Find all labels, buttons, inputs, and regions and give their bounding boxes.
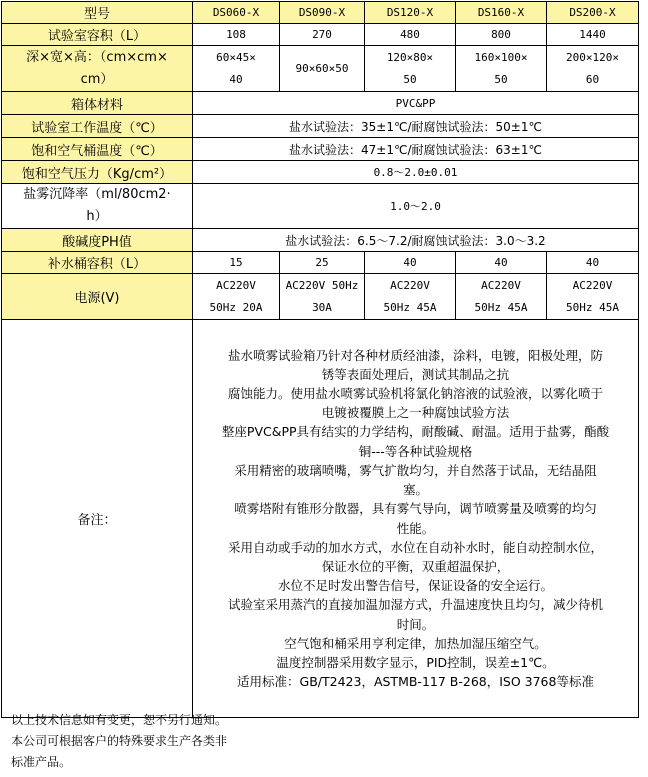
dimensions-value — [193, 46, 280, 92]
material-value: PVC&PP — [193, 92, 639, 115]
note-line: 温度控制器采用数字显示，PID控制，误差±1℃。 — [276, 654, 555, 670]
note-line: 锈等表面处理后，测试其制品之抗 — [321, 366, 510, 382]
dimensions-value-line: 50 — [494, 72, 508, 86]
chamber-temp-value: 盐水试验法：35±1℃/耐腐蚀试验法：50±1℃ — [193, 115, 639, 138]
dimensions-value — [280, 46, 365, 92]
saturator-temp-label: 饱和空气桶温度（℃） — [2, 138, 193, 161]
dimensions-value-line: 120×80× — [386, 50, 434, 64]
settling-rate-label-line: h） — [86, 209, 108, 224]
power-value-line: AC220V — [216, 278, 256, 292]
dimensions-value-line: 160×100× — [474, 50, 528, 64]
model-label: 型号 — [2, 2, 193, 24]
note-line: 整座PVC&PP具有结实的力学结构，耐酸碱、耐温。适用于盐雾，酯酸 — [221, 424, 610, 440]
power-value — [193, 274, 280, 320]
note-line: 适用标准：GB/T2423，ASTMB-117 B-268，ISO 3768等标准 — [237, 674, 594, 690]
note-line: 水位不足时发出警告信号，保证设备的安全运行。 — [277, 578, 553, 594]
power-value-line: AC220V — [481, 278, 521, 292]
note-line: 盐水喷雾试验箱乃针对各种材质经油漆，涂料，电镀，阳极处理，防 — [227, 347, 603, 363]
note-line: 塞。 — [402, 482, 428, 498]
dimensions-value-line: 60×45× — [216, 50, 256, 64]
spec-table — [1, 1, 639, 718]
footer-line: 标准产品。 — [11, 755, 72, 769]
power-value-line: 30A — [312, 300, 332, 314]
footer-notice — [11, 710, 227, 773]
volume-row — [2, 24, 639, 46]
note-line: 保证水位的平衡，双重超温保护， — [321, 558, 510, 574]
footer-line: 以上技术信息如有变更，恕不另行通知。 — [11, 713, 228, 727]
note-line: 性能。 — [396, 520, 435, 536]
air-pressure-label: 饱和空气压力（Kg/cm²） — [2, 161, 193, 184]
power-value-line: AC220V 50Hz — [285, 278, 359, 292]
power-value — [365, 274, 456, 320]
refill-tank-value: 40 — [456, 252, 547, 274]
air-pressure-row — [2, 161, 639, 184]
refill-tank-label: 补水桶容积（L） — [2, 252, 193, 274]
volume-value: 270 — [280, 24, 365, 46]
power-value-line: 50Hz 45A — [383, 300, 437, 314]
power-value-line: AC220V — [572, 278, 613, 292]
notes-content — [193, 320, 639, 718]
dimensions-value-line: 40 — [229, 72, 243, 86]
dimensions-row — [2, 46, 639, 92]
ph-label: 酸碱度PH值 — [2, 229, 193, 252]
note-line: 时间。 — [396, 616, 435, 632]
refill-tank-row — [2, 252, 639, 274]
dimensions-value — [547, 46, 639, 92]
refill-tank-value: 25 — [280, 252, 365, 274]
dimensions-value-line: 90×60×50 — [295, 62, 349, 75]
note-line: 铜---等各种试验规格 — [358, 443, 473, 459]
material-label: 箱体材料 — [2, 92, 193, 115]
material-row — [2, 92, 639, 115]
volume-value: 1440 — [547, 24, 639, 46]
volume-value: 108 — [193, 24, 280, 46]
power-value — [280, 274, 365, 320]
power-value-line: 50Hz 45A — [474, 300, 528, 314]
model-name: DS160-X — [456, 2, 547, 24]
power-value-line: AC220V — [390, 278, 430, 292]
power-value-line: 50Hz 45A — [566, 300, 619, 314]
refill-tank-value: 40 — [365, 252, 456, 274]
note-line: 采用精密的玻璃喷嘴，雾气扩散均匀，并自然落于试品，无结晶阻 — [234, 462, 597, 478]
note-line: 电镀被覆膜上之一种腐蚀试验方法 — [321, 405, 510, 421]
settling-rate-value: 1.0～2.0 — [193, 184, 639, 229]
dimensions-label-line: 深×宽×高：（cm×cm× — [26, 49, 168, 65]
power-label: 电源(V) — [2, 274, 193, 320]
power-row — [2, 274, 639, 320]
refill-tank-value: 15 — [193, 252, 280, 274]
volume-label: 试验室容积（L） — [2, 24, 193, 46]
model-name: DS200-X — [547, 2, 639, 24]
dimensions-label-line: cm） — [80, 71, 114, 87]
saturator-temp-value: 盐水试验法：47±1℃/耐腐蚀试验法：63±1℃ — [193, 138, 639, 161]
power-value-line: 50Hz 20A — [209, 300, 263, 314]
dimensions-value — [365, 46, 456, 92]
volume-value: 800 — [456, 24, 547, 46]
chamber-temp-row — [2, 115, 639, 138]
note-line: 试验室采用蒸汽的直接加温加湿方式，升温速度快且均匀，减少待机 — [227, 597, 603, 613]
note-line: 采用自动或手动的加水方式，水位在自动补水时，能自动控制水位， — [227, 539, 603, 555]
dimensions-value-line: 200×120× — [566, 50, 619, 64]
settling-rate-row — [2, 184, 639, 229]
refill-tank-value: 40 — [547, 252, 639, 274]
dimensions-value-line: 50 — [403, 72, 417, 86]
header-row — [2, 2, 639, 24]
ph-value: 盐水试验法：6.5～7.2/耐腐蚀试验法：3.0～3.2 — [193, 229, 639, 252]
notes-row — [2, 320, 639, 718]
ph-row — [2, 229, 639, 252]
model-name: DS090-X — [280, 2, 365, 24]
settling-rate-label-line: 盐雾沉降率（ml/80cm2· — [23, 187, 171, 202]
air-pressure-value: 0.8～2.0±0.01 — [193, 161, 639, 184]
dimensions-label — [2, 46, 193, 92]
settling-rate-label — [2, 184, 193, 229]
power-value — [547, 274, 639, 320]
note-line: 空气饱和桶采用亨利定律，加热加湿压缩空气。 — [284, 635, 547, 651]
saturator-temp-row — [2, 138, 639, 161]
model-name: DS120-X — [365, 2, 456, 24]
power-value — [456, 274, 547, 320]
note-line: 腐蚀能力。使用盐水喷雾试验机将氯化钠溶液的试验液，以雾化喷于 — [227, 386, 603, 402]
dimensions-value — [456, 46, 547, 92]
footer-line: 本公司可根据客户的特殊要求生产各类非 — [11, 734, 228, 748]
dimensions-value-line: 60 — [585, 72, 600, 86]
notes-label: 备注： — [2, 320, 193, 718]
chamber-temp-label: 试验室工作温度（℃） — [2, 115, 193, 138]
volume-value: 480 — [365, 24, 456, 46]
note-line: 喷雾塔附有锥形分散器，具有雾气导向，调节喷雾量及喷雾的均匀 — [234, 501, 597, 517]
model-name: DS060-X — [193, 2, 280, 24]
